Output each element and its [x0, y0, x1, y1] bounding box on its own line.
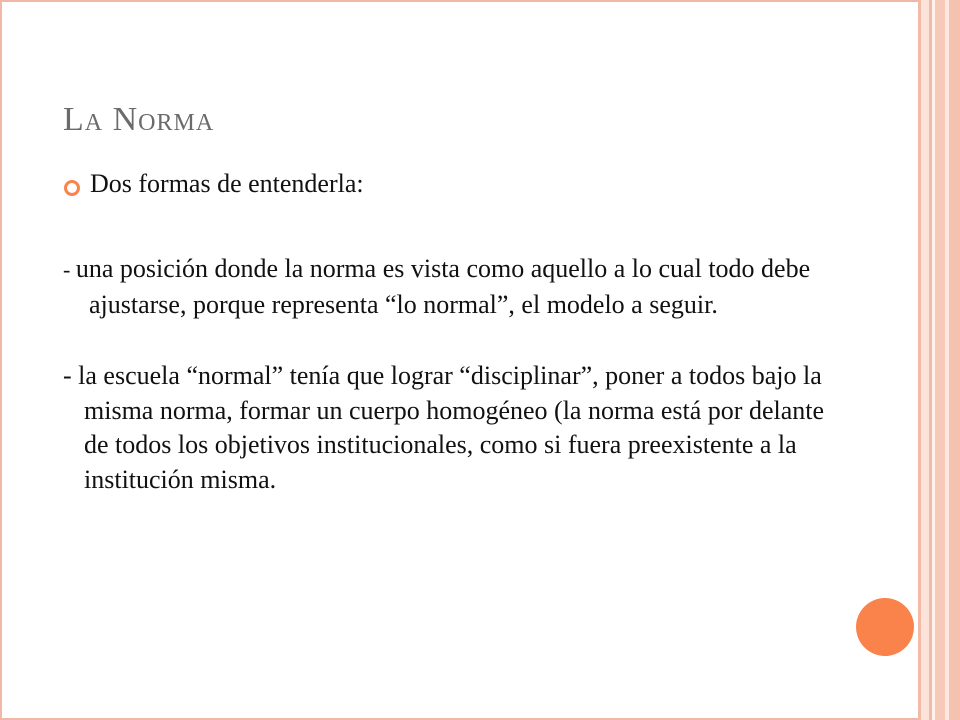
bullet-text: Dos formas de entenderla: [90, 169, 364, 198]
bullet-item [63, 168, 364, 199]
slide-border-left [0, 0, 2, 720]
paragraph-text: una posición donde la norma es vista como aquello a lo cual todo debe ajustarse, porque representa “lo normal”, el modelo a seguir. [75, 254, 811, 319]
orange-ring-bullet-icon [63, 179, 81, 197]
slide-border-top [0, 0, 920, 2]
paragraph-text: la escuela “normal” tenía que lograr “disciplinar”, poner a todos bajo la misma norma, formar un cuerpo homogéneo (la norma está por delante de todos los objetivos institucionales, como si fuera preexistente a la institución misma. [78, 361, 825, 494]
paragraph-one [63, 252, 849, 322]
orange-circle-decoration [856, 598, 914, 656]
paragraph-two [63, 359, 844, 497]
slide-title: La Norma [63, 101, 215, 138]
decorative-stripe [949, 0, 960, 720]
decorative-stripe [935, 0, 945, 720]
paragraph-dash: - [63, 257, 76, 282]
decorative-stripe [921, 0, 929, 720]
paragraph-dash: - [63, 361, 79, 390]
